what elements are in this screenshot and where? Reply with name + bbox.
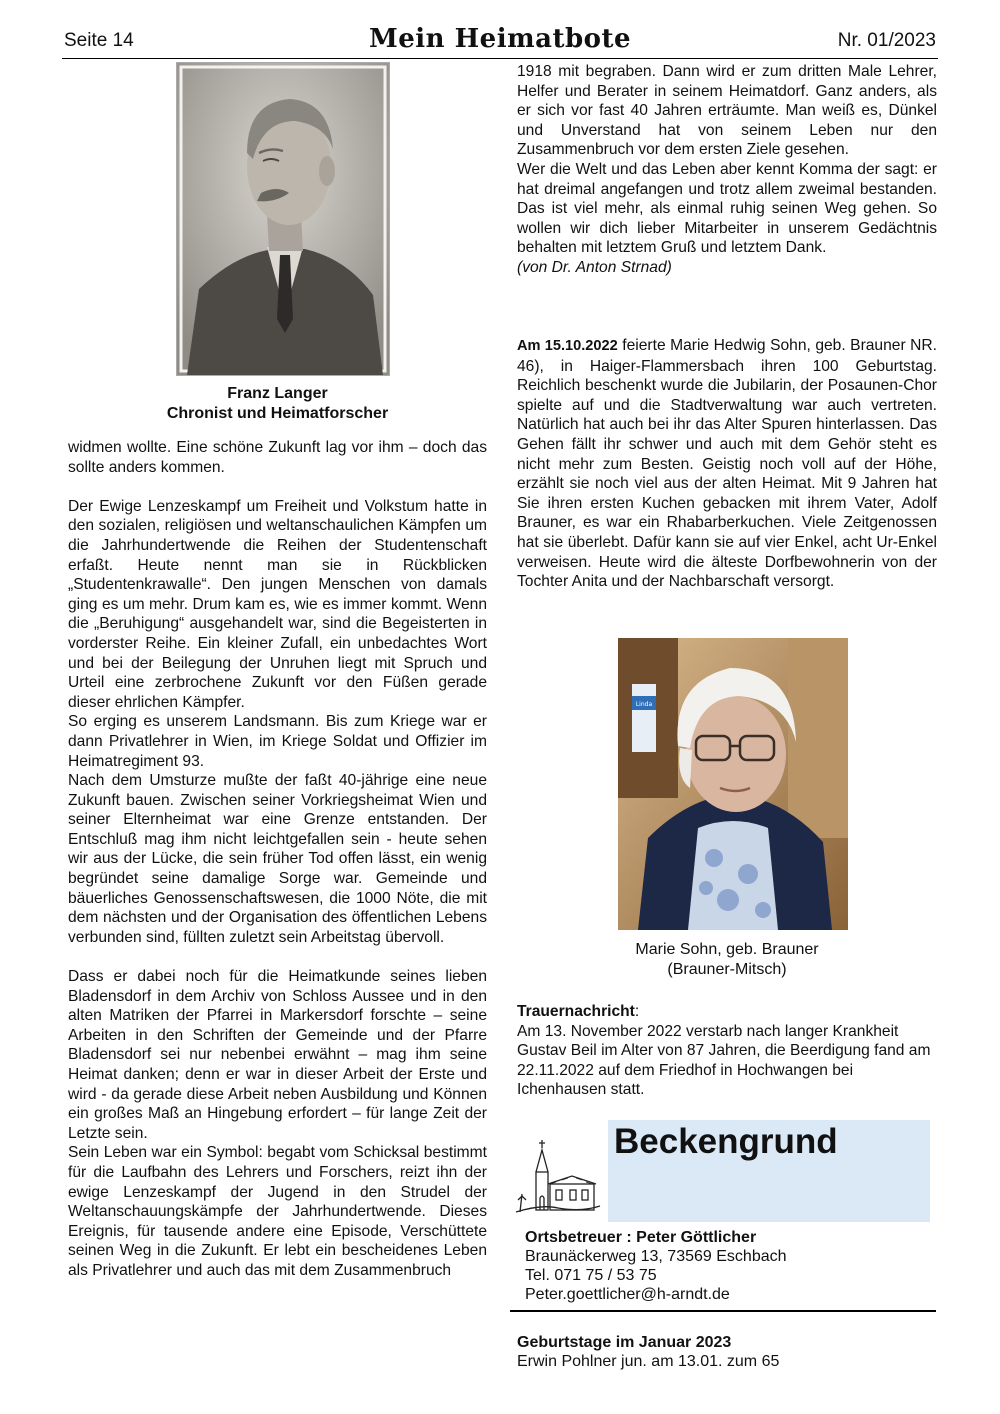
medicine-box-label: Linda [635, 701, 653, 708]
chapel-icon [512, 1136, 604, 1220]
left-article-column [68, 438, 487, 1281]
birthday-date: Am 15.10.2022 [517, 338, 618, 354]
article-paragraph: Der Ewige Lenzeskampf um Freiheit und Volkstum hatte in den sozialen, religiösen und weltanschaulichen Kämpfen um die Jahrhundertwende die Reihen der Studentenschaft erfaßt. Heute nennt man sie in Rückblicken „Studentenkrawalle“. Den jungen Menschen von damals ging es um mehr. Drum kam es, wie es immer kommt. Wenn die „Beruhigung“ ausgehandelt war, sind die Begeisterten in vorderster Reihe. Ein kleiner Zufall, ein unbedachtes Wort und bei der Beilegung der Unruhen liegt mit Spruch und Urteil eine zerbrochene Zukunft vor den Füßen gerade dieser ehrlichen Kämpfer. [68, 497, 487, 711]
birthday-text: feierte Marie Hedwig Sohn, geb. Brauner NR. 46), in Haiger-Flammersbach ihren 100 Geburtstag. Reichlich beschenkt wurde die Jubilarin, der Posaunen-Chor spielte auf und die Stadtverwaltung war auch vertreten. Natürlich hat auch bei ihr das Alter Spuren hinterlassen. Das Gehen fällt ihr schwer und auch mit dem Gehör steht es nicht mehr zum Besten. Geistig noch voll auf der Höhe, erzählt sie noch viel aus der alten Heimat. Mit 9 Jahren hat Sie ihren ersten Kuchen gebacken mit ihrem Vater, Adolf Brauner, es war ein Rhabarberkuchen. Viele Zeitgenossen hat sie überlebt. Dafür kann sie auf vier Enkel, acht Ur-Enkel verweisen. Heute wird die älteste Dorfbewohnerin von der Tochter Anita und der Nachbarschaft versorgt. [517, 337, 937, 591]
portrait-name: Franz Langer [227, 385, 328, 402]
issue-number: Nr. 01/2023 [837, 30, 936, 51]
obituary-text: Am 13. November 2022 verstarb nach langer Krankheit Gustav Beil im Alter von 87 Jahren, die Beerdigung fand am 22.11.2022 auf dem Friedhof in Hochwangen bei Ichenhausen statt. [517, 1022, 931, 1099]
article-paragraph: 1918 mit begraben. Dann wird er zum dritten Male Lehrer, Helfer und Berater in seinem Heimatdorf. Ganz anders, als er sich vor fast 40 Jahren erträumte. Man weiß es, Dünkel und Unverstand hat von seinem Leben nur den Zusammenbruch vor dem ersten Ziele gesehen. [517, 63, 937, 159]
caption-name: Marie Sohn, geb. Brauner [635, 941, 819, 958]
article-paragraph: Dass er dabei noch für die Heimatkunde seines lieben Bladensdorf in dem Archiv von Schloss Aussee und in den alten Matriken der Pfarrei in Markersdorf forschte – seine Arbeiten in den Schriften der Gemeinde und der Pfarre Bladensdorf sei nur nebenbei erwähnt – mag ihm seine Heimat danken; denn er war in dieser Arbeit der Erste und wird - da gerade diese Arbeit neben Ausbildung und Können ein großes Maß an Hingebung erfordert – für lange Zeit der Letzte sein. [68, 968, 487, 1142]
article-paragraph: So erging es unserem Landsmann. Bis zum Kriege war er dann Privatlehrer in Wien, im Kriege Soldat und Offizier im Heimatregiment 93. [68, 713, 487, 770]
caption-nickname: (Brauner-Mitsch) [667, 961, 787, 978]
page-number: Seite 14 [64, 30, 134, 51]
article-paragraph: Nach dem Umsturze mußte der faßt 40-jährige eine neue Zukunft bauen. Zwischen seiner Vorkriegsheimat Wien und seiner Elternheimat war eine Grenze entstanden. Der Entschluß mag ihm nicht leichtgefallen sein - heute sehen wir aus der Lücke, die sein früher Tod offen lässt, ein wenig begründet seine damalige Sorge war. Gemeinde und bäuerliches Genossenschaftswesen, die 1000 Nöte, die mit dem nächsten und der Organisation des öffentlichen Lebens verbunden sind, füllten zuletzt sein Arbeitstag übervoll. [68, 772, 487, 946]
article-paragraph: widmen wollte. Eine schöne Zukunft lag vor ihm – doch das sollte anders kommen. [68, 439, 487, 476]
birthdays-heading: Geburtstage im Januar 2023 [517, 1334, 732, 1351]
portrait-role: Chronist und Heimatforscher [166, 405, 389, 422]
obituary-heading-text: Trauernachricht [517, 1003, 635, 1020]
obituary-notice [517, 1002, 937, 1100]
marie-sohn-drawing [618, 638, 848, 930]
contact-phone: Tel. 071 75 / 53 75 [525, 1267, 657, 1284]
medicine-box [632, 684, 656, 752]
contact-email: Peter.goettlicher@h-arndt.de [525, 1286, 730, 1303]
article-author: (von Dr. Anton Strnad) [517, 258, 672, 276]
marie-sohn-photo [618, 638, 848, 930]
right-article-column [517, 62, 937, 278]
obituary-heading [517, 1002, 937, 1022]
article-paragraph: Sein Leben war ein Symbol: begabt vom Schicksal bestimmt für die Laufbahn des Lehrers und Forschers, reizt ihn der ewige Lenzeskampf der Jugend in den Strudel der Weltanschauungskämpfe der Jahrhundertwende. Dieses Ereignis, für tausende andere eine Episode, Verschüttete seinen Weg in die Zukunft. Er lebt ein bescheidenes Leben als Privatlehrer und auch das mit dem Zusammenbruch [68, 1144, 487, 1279]
section-title: Beckengrund [614, 1122, 838, 1161]
birthday-paragraph [517, 336, 937, 592]
section-banner [608, 1120, 930, 1222]
contact-block [525, 1228, 925, 1304]
portrait-caption [68, 384, 487, 424]
contact-heading: Ortsbetreuer : Peter Göttlicher [525, 1229, 757, 1246]
portrait-drawing [177, 63, 389, 375]
birthdays-block [517, 1333, 937, 1371]
birthday-article [517, 336, 937, 592]
newsletter-title: Mein Heimatbote [368, 24, 632, 54]
obituary-heading-colon: : [634, 1003, 640, 1020]
portrait-photo [176, 62, 390, 376]
marie-sohn-caption [560, 940, 894, 980]
contact-address: Braunäckerweg 13, 73569 Eschbach [525, 1248, 787, 1265]
article-paragraph: Wer die Welt und das Leben aber kennt Komma der sagt: er hat dreimal angefangen und trotz allem zweimal bestanden. Das ist viel mehr, als einmal ruhig seinen Weg gehen. So wollen wir dich lieber Mitarbeiter in unserem Gedächtnis behalten mit letztem Gruß und letztem Dank. [517, 160, 937, 257]
page-header [62, 24, 938, 59]
birthday-entry: Erwin Pohlner jun. am 13.01. zum 65 [517, 1353, 780, 1370]
section-divider [510, 1310, 936, 1312]
